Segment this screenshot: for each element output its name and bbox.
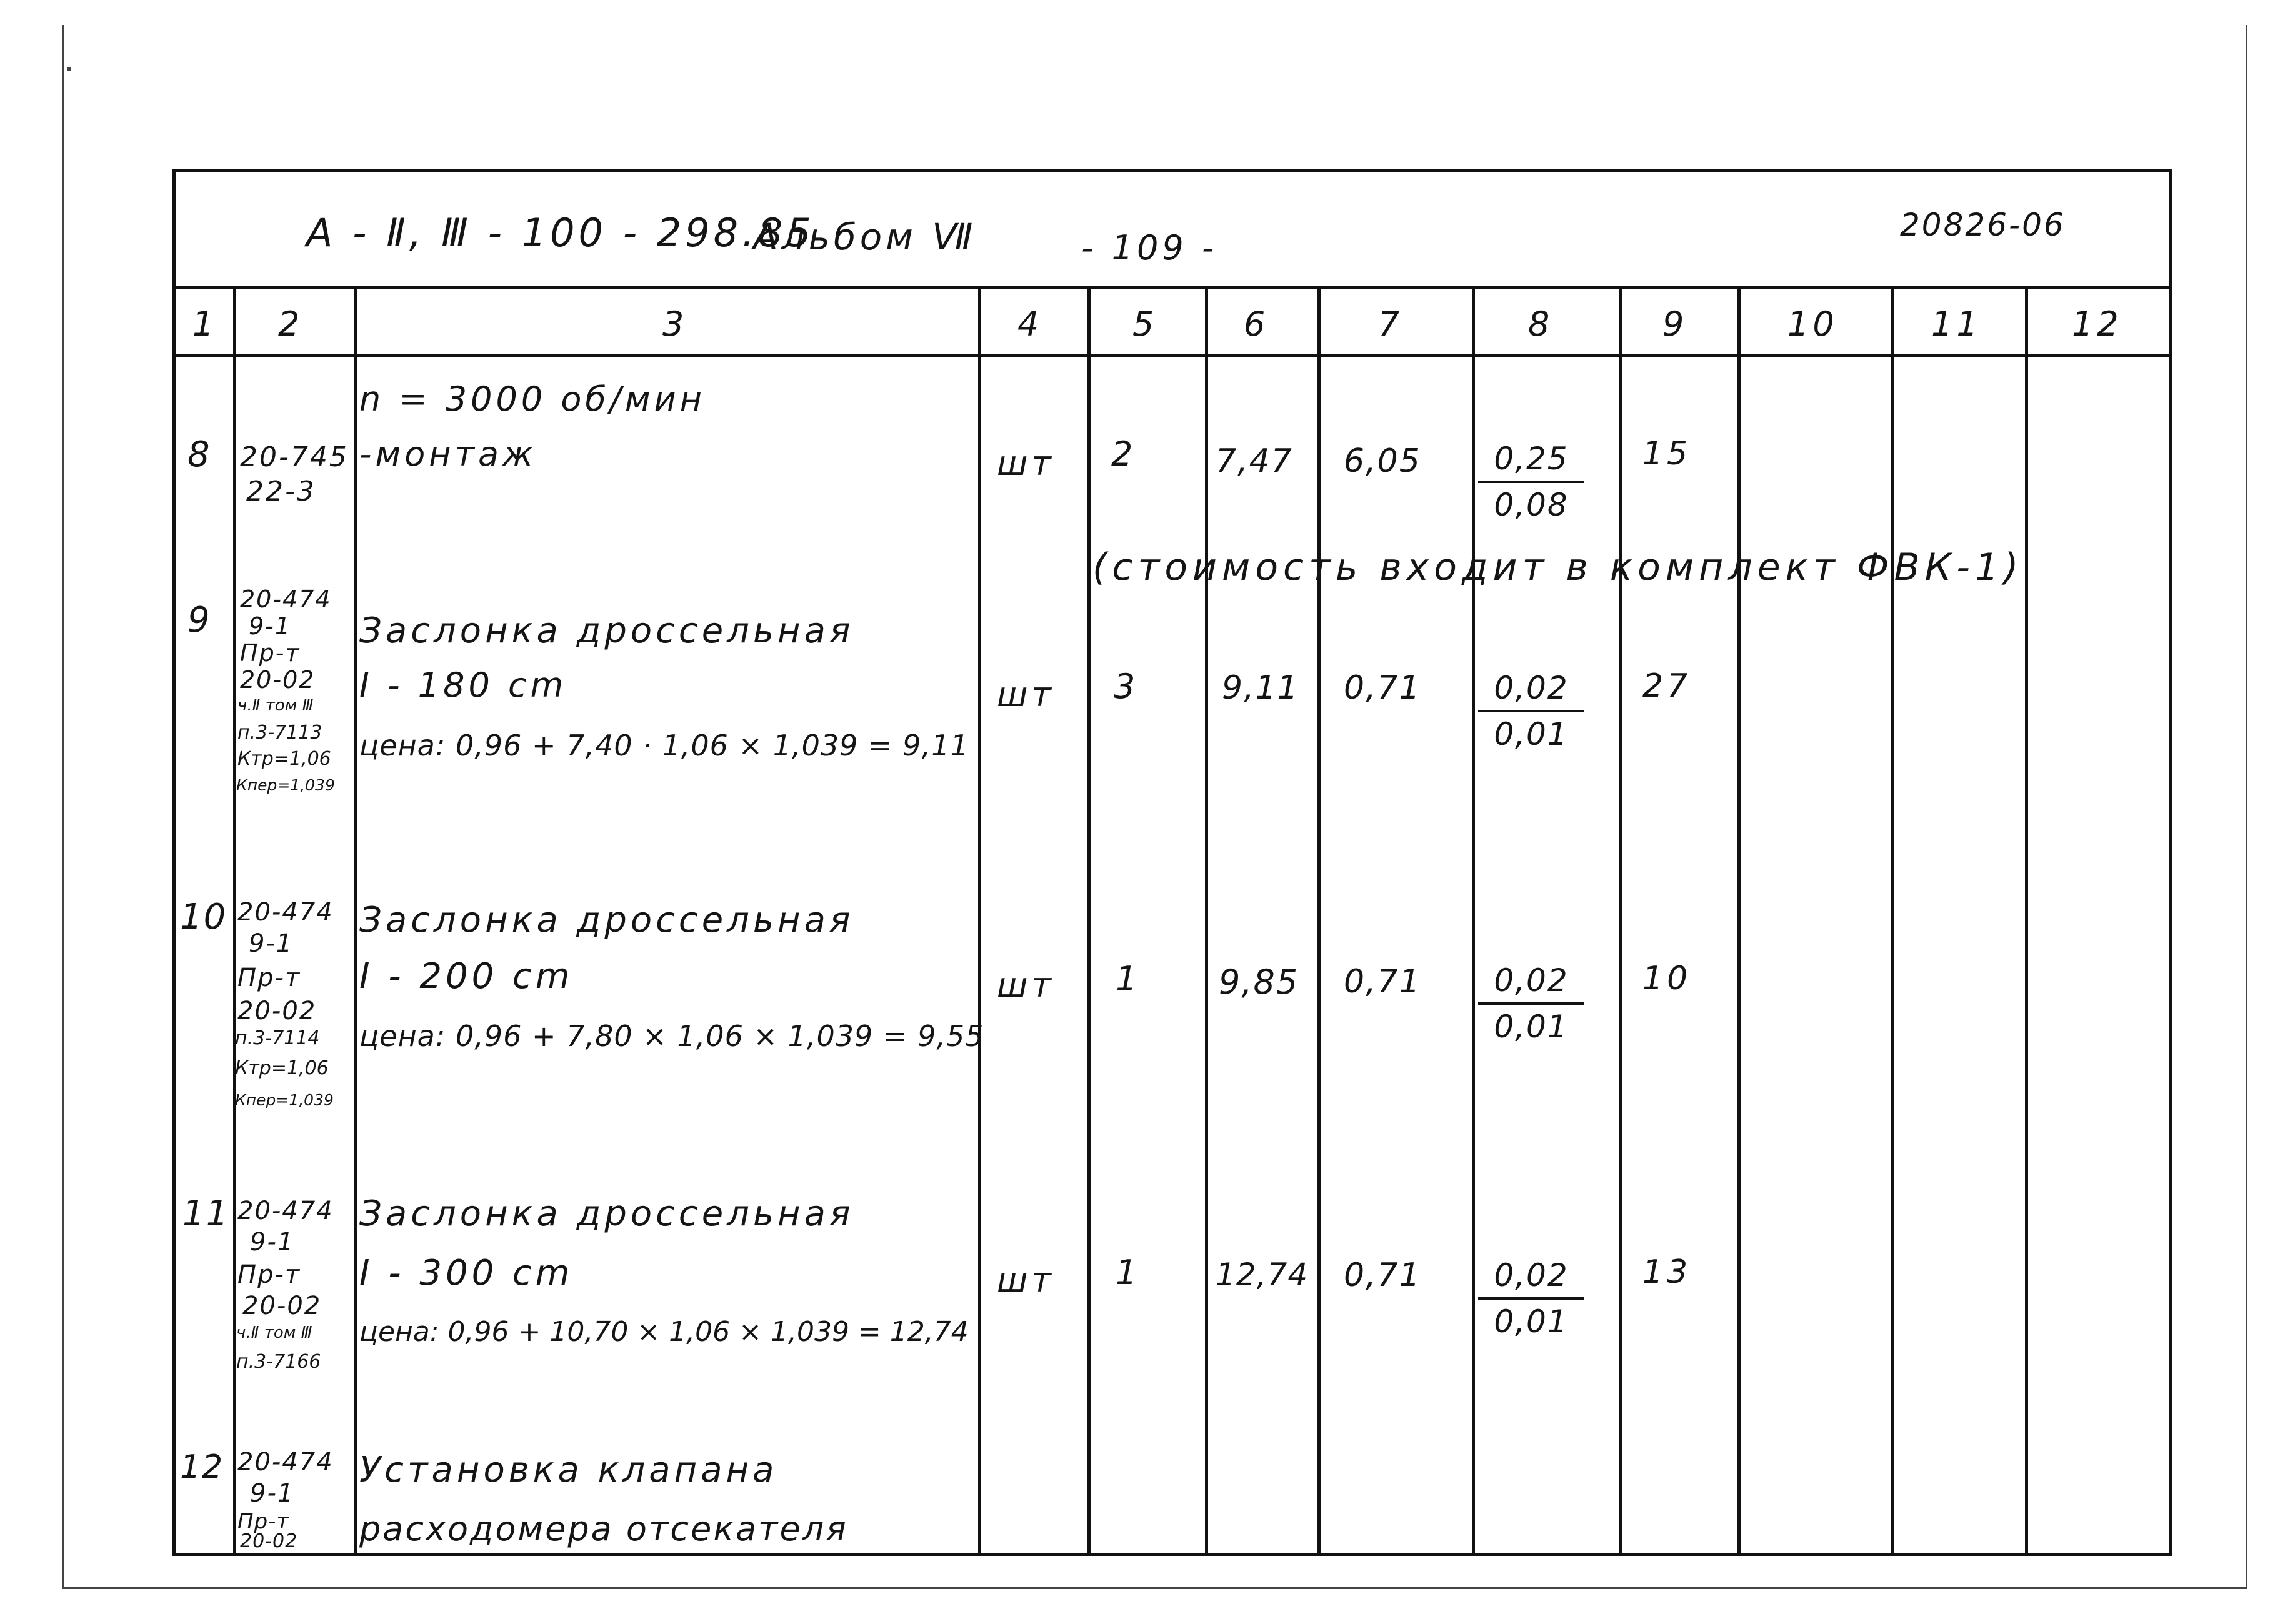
row-11-code-line: 9-1	[250, 1228, 295, 1257]
col-divider-11	[2025, 289, 2028, 1556]
row-8-code-line: 20-745	[240, 441, 349, 473]
col-header-9: 9	[1662, 304, 1688, 344]
row-11-name-line: Ⅰ - 300 cm	[359, 1253, 574, 1293]
row-10-code-line: 20-474	[237, 898, 334, 927]
album-label: Альбом Ⅶ	[753, 216, 977, 258]
fraction-top: 0,02	[1494, 670, 1569, 706]
row-9-code-line: 20-474	[240, 585, 332, 613]
fraction-bar	[1478, 1297, 1584, 1300]
row-12-name-line: расходомера отсекателя	[359, 1509, 848, 1548]
row-9-price-formula: цена: 0,96 + 7,40 · 1,06 × 1,039 = 9,11	[359, 729, 969, 762]
row-9-code-line: Ктр=1,06	[237, 748, 331, 770]
row-11-unit: шт	[997, 1260, 1055, 1300]
col-header-2: 2	[278, 304, 304, 344]
row-10-code-line: Ктр=1,06	[235, 1057, 329, 1079]
row-9-code-line: 9-1	[249, 612, 292, 640]
row-12-code-line: 9-1	[250, 1479, 295, 1508]
row-8-unit: шт	[997, 444, 1055, 483]
fraction-bar	[1478, 710, 1584, 712]
row-10-code-line: 20-02	[237, 997, 317, 1025]
row-10-col9: 10	[1642, 960, 1692, 997]
fraction-bar	[1478, 481, 1584, 483]
row-9-code-line: Пр-т	[240, 639, 301, 667]
col-divider-6	[1317, 289, 1321, 1556]
col-header-3: 3	[662, 304, 688, 344]
col-header-4: 4	[1017, 304, 1043, 344]
col-header-11: 11	[1931, 304, 1982, 344]
col-divider-10	[1891, 289, 1894, 1556]
row-9-col6: 9,11	[1222, 669, 1299, 707]
row-11-code-line: п.3-7166	[236, 1351, 321, 1373]
column-header-divider	[172, 354, 2172, 357]
row-9-unit: шт	[997, 675, 1055, 714]
row-8-number: 8	[187, 434, 214, 475]
row-11-name-line: Заслонка дроссельная	[359, 1193, 854, 1234]
header-divider	[172, 286, 2172, 289]
page-number: - 109 -	[1081, 228, 1218, 267]
estimate-table	[172, 169, 2172, 1556]
row-12-code-line: 20-474	[237, 1448, 334, 1477]
sheet-number: 20826-06	[1900, 207, 2066, 243]
row-11-quantity: 1	[1116, 1253, 1141, 1292]
row-10-code-line: Пр-т	[237, 964, 301, 992]
row-10-name-line: Ⅰ - 200 cm	[359, 956, 574, 997]
row-9-name-line: Заслонка дроссельная	[359, 610, 854, 651]
row-8-name-line: -монтаж	[359, 434, 537, 474]
corner-mark	[67, 67, 71, 71]
row-10-col6: 9,85	[1219, 962, 1299, 1002]
cost-note: (стоимость входит в комплект ФВК-1)	[1092, 545, 2024, 589]
col-divider-2	[354, 289, 357, 1556]
col-header-6: 6	[1244, 304, 1269, 344]
row-9-col7: 0,71	[1344, 669, 1421, 707]
row-11-col7: 0,71	[1344, 1257, 1421, 1294]
row-8-col7: 6,05	[1344, 442, 1421, 480]
col-header-7: 7	[1378, 304, 1404, 344]
row-11-number: 11	[182, 1193, 230, 1234]
row-12-code-line: 20-02	[240, 1530, 298, 1552]
fraction-bottom: 0,08	[1494, 487, 1569, 523]
row-9-code-line: Кпер=1,039	[236, 776, 335, 794]
col-divider-5	[1205, 289, 1208, 1556]
row-8-col9: 15	[1642, 435, 1692, 472]
fraction-top: 0,02	[1494, 962, 1569, 999]
row-9-code-line: 20-02	[240, 666, 316, 694]
fraction-top: 0,25	[1494, 441, 1569, 477]
row-9-code-line: п.3-7113	[237, 722, 322, 744]
row-10-quantity: 1	[1116, 959, 1141, 999]
row-10-code-line: Кпер=1,039	[235, 1091, 334, 1109]
col-divider-3	[978, 289, 981, 1556]
row-8-col8-fraction	[1478, 441, 1584, 523]
col-divider-7	[1472, 289, 1475, 1556]
document-code: А - Ⅱ, Ⅲ - 100 - 298.85	[306, 210, 815, 256]
row-9-col9: 27	[1642, 667, 1692, 705]
row-10-name-line: Заслонка дроссельная	[359, 900, 854, 940]
row-12-name-line: Установка клапана	[359, 1450, 778, 1490]
row-12-number: 12	[180, 1448, 224, 1486]
row-9-code-line: ч.Ⅱ том Ⅲ	[237, 696, 314, 715]
row-11-code-line: Пр-т	[237, 1260, 301, 1289]
fraction-top: 0,02	[1494, 1257, 1569, 1293]
col-header-1: 1	[192, 304, 218, 344]
col-header-8: 8	[1528, 304, 1554, 344]
fraction-bottom: 0,01	[1494, 716, 1569, 752]
fraction-bar	[1478, 1002, 1584, 1005]
col-header-5: 5	[1132, 304, 1158, 344]
row-10-price-formula: цена: 0,96 + 7,80 × 1,06 × 1,039 = 9,55	[359, 1019, 984, 1053]
col-header-12: 12	[2072, 304, 2122, 344]
row-8-quantity: 2	[1111, 434, 1137, 474]
row-8-code-line: 22-3	[246, 476, 316, 507]
col-divider-9	[1737, 289, 1741, 1556]
col-divider-8	[1619, 289, 1622, 1556]
row-12-code-line: Пр-т	[237, 1509, 290, 1534]
row-10-col8-fraction	[1478, 962, 1584, 1045]
row-11-col6: 12,74	[1216, 1257, 1309, 1293]
row-10-col7: 0,71	[1344, 963, 1421, 1000]
col-header-10: 10	[1787, 304, 1838, 344]
row-9-name-line: Ⅰ - 180 cm	[359, 665, 567, 705]
row-11-col8-fraction	[1478, 1257, 1584, 1340]
row-8-name-line: n = 3000 об/мин	[359, 379, 706, 419]
row-11-price-formula: цена: 0,96 + 10,70 × 1,06 × 1,039 = 12,74	[359, 1316, 969, 1348]
row-11-code-line: ч.Ⅱ том Ⅲ	[236, 1323, 312, 1342]
row-8-col6: 7,47	[1216, 442, 1293, 480]
row-9-quantity: 3	[1114, 667, 1139, 706]
row-11-code-line: 20-02	[242, 1292, 322, 1320]
row-10-unit: шт	[997, 965, 1055, 1005]
row-9-col8-fraction	[1478, 670, 1584, 752]
fraction-bottom: 0,01	[1494, 1303, 1569, 1340]
row-9-number: 9	[187, 600, 214, 640]
col-divider-4	[1087, 289, 1091, 1556]
row-10-code-line: 9-1	[249, 929, 294, 958]
fraction-bottom: 0,01	[1494, 1009, 1569, 1045]
row-10-number: 10	[180, 897, 227, 937]
row-11-code-line: 20-474	[237, 1197, 334, 1225]
row-11-col9: 13	[1642, 1253, 1692, 1291]
row-10-code-line: п.3-7114	[235, 1027, 320, 1049]
